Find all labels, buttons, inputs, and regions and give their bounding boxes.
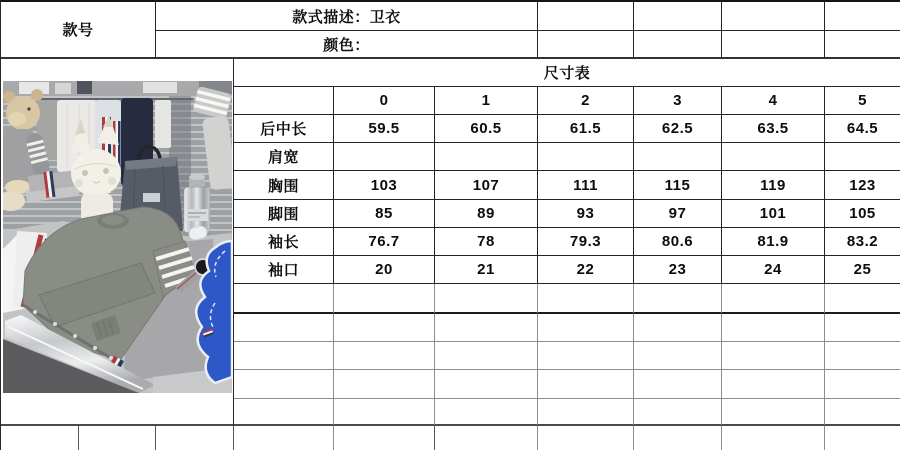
size-cell: 64.5 [825,115,900,143]
size-cell [825,143,900,171]
size-col-header: 0 [334,87,435,115]
empty-cell [538,342,634,370]
empty-cell [634,284,722,314]
empty-cell [825,284,900,314]
size-cell: 123 [825,171,900,200]
empty-cell [538,426,634,450]
size-cell: 80.6 [634,228,722,256]
size-cell [538,143,634,171]
size-col-header: 5 [825,87,900,115]
empty-cell [435,342,538,370]
size-cell: 119 [722,171,825,200]
empty-cell [634,314,722,342]
empty-cell [234,426,334,450]
empty-cell [234,284,334,314]
size-cell: 25 [825,256,900,284]
empty-cell [334,314,435,342]
empty-cell [538,31,634,59]
size-cell: 21 [435,256,538,284]
empty-cell [825,314,900,342]
empty-cell [538,370,634,399]
size-cell: 115 [634,171,722,200]
empty-cell [334,399,435,426]
size-cell: 79.3 [538,228,634,256]
empty-cell [538,2,634,31]
row-label: 脚围 [234,200,334,228]
size-cell: 24 [722,256,825,284]
empty-cell [156,426,234,450]
size-cell: 60.5 [435,115,538,143]
size-cell: 63.5 [722,115,825,143]
row-label: 肩宽 [234,143,334,171]
empty-cell [538,314,634,342]
size-cell: 83.2 [825,228,900,256]
size-col-header: 3 [634,87,722,115]
size-cell: 97 [634,200,722,228]
empty-cell [722,370,825,399]
empty-cell [722,31,825,59]
empty-cell [234,87,334,115]
table-row [234,171,900,200]
size-cell: 105 [825,200,900,228]
size-cell: 81.9 [722,228,825,256]
size-cell: 23 [634,256,722,284]
empty-cell [334,342,435,370]
size-cell: 61.5 [538,115,634,143]
empty-cell [435,370,538,399]
size-cell [334,143,435,171]
empty-cell [825,342,900,370]
size-cell: 89 [435,200,538,228]
table-row [234,143,900,171]
size-cell: 85 [334,200,435,228]
empty-cell [634,2,722,31]
size-cell [435,143,538,171]
empty-cell [1,426,79,450]
empty-row [234,342,900,370]
size-cell: 101 [722,200,825,228]
empty-row [234,399,900,426]
empty-cell [722,426,825,450]
table-row [234,115,900,143]
empty-cell [234,399,334,426]
empty-cell [634,426,722,450]
empty-cell [634,370,722,399]
photo-cell [1,59,234,426]
table-row [234,228,900,256]
empty-row [234,314,900,342]
table-row [234,200,900,228]
empty-cell [825,31,900,59]
empty-cell [538,284,634,314]
size-col-header: 4 [722,87,825,115]
cell-style-desc: 款式描述：卫衣 [156,2,538,31]
size-cell: 103 [334,171,435,200]
empty-cell [825,399,900,426]
empty-cell [722,284,825,314]
row-label: 后中长 [234,115,334,143]
empty-cell [234,370,334,399]
empty-cell [722,399,825,426]
size-cell: 62.5 [634,115,722,143]
empty-cell [234,342,334,370]
size-cell: 20 [334,256,435,284]
size-cell: 59.5 [334,115,435,143]
empty-cell [334,370,435,399]
row-label: 袖长 [234,228,334,256]
empty-cell [722,342,825,370]
row-label: 胸围 [234,171,334,200]
size-cell [722,143,825,171]
empty-cell [825,2,900,31]
empty-cell [435,426,538,450]
empty-cell [334,284,435,314]
size-cell [634,143,722,171]
empty-cell [234,314,334,342]
bottom-row [1,426,900,450]
empty-row [234,284,900,314]
size-header-row [234,87,900,115]
empty-cell [634,399,722,426]
empty-cell [825,426,900,450]
empty-cell [825,370,900,399]
size-cell: 78 [435,228,538,256]
size-cell: 22 [538,256,634,284]
empty-cell [79,426,156,450]
cell-style-no: 款号 [1,2,156,59]
empty-cell [435,314,538,342]
table-row [234,256,900,284]
row-label: 袖口 [234,256,334,284]
cell-color: 颜色： [156,31,538,59]
size-cell: 107 [435,171,538,200]
empty-cell [538,399,634,426]
empty-cell [435,399,538,426]
empty-cell [722,2,825,31]
product-photo [3,81,232,393]
empty-cell [634,342,722,370]
size-cell: 76.7 [334,228,435,256]
size-cell: 93 [538,200,634,228]
size-col-header: 2 [538,87,634,115]
size-col-header: 1 [435,87,538,115]
empty-cell [334,426,435,450]
empty-cell [722,314,825,342]
size-cell: 111 [538,171,634,200]
cell-size-table-title: 尺寸表 [234,59,900,87]
empty-row [234,370,900,399]
empty-cell [435,284,538,314]
empty-cell [634,31,722,59]
